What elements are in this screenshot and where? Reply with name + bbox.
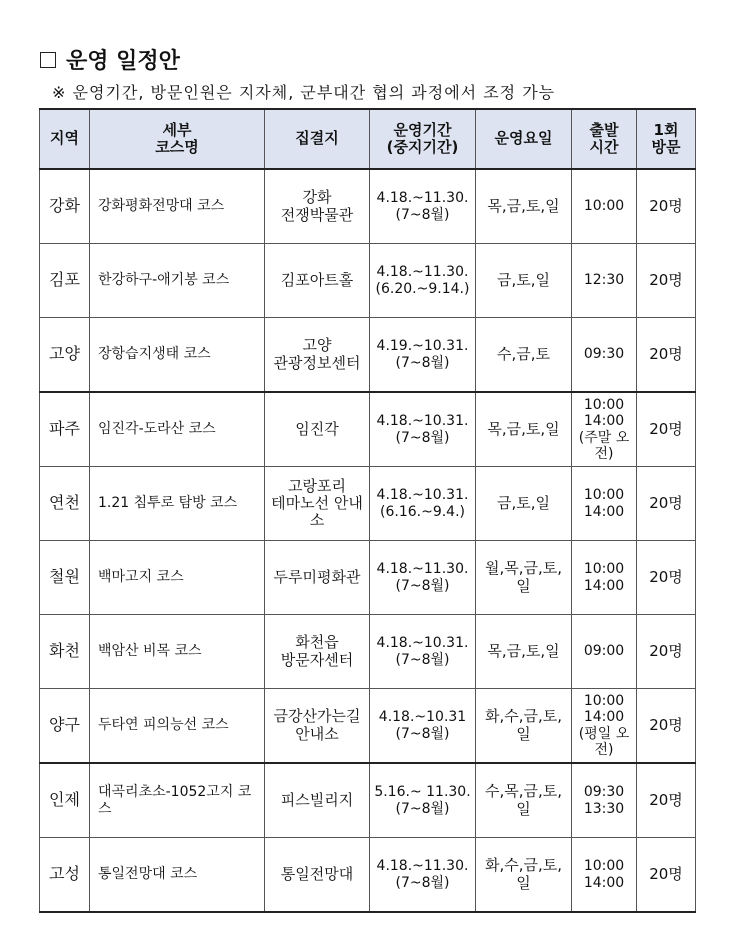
course-cell: 통일전망대 코스 <box>90 838 265 913</box>
table-row <box>40 169 696 244</box>
depart-time-cell: 10:00 14:00 <box>572 838 637 913</box>
table-row <box>40 763 696 838</box>
meeting-cell: 임진각 <box>265 392 370 467</box>
course-cell: 두타연 피의능선 코스 <box>90 689 265 764</box>
table-row <box>40 615 696 689</box>
header-meeting: 집결지 <box>265 109 370 169</box>
header-region: 지역 <box>40 109 90 169</box>
visitors-cell: 20명 <box>637 689 696 764</box>
days-cell: 월,목,금,토,일 <box>476 541 572 615</box>
visitors-cell: 20명 <box>637 169 696 244</box>
depart-time-cell: 10:00 14:00 <box>572 541 637 615</box>
meeting-cell: 금강산가는길 안내소 <box>265 689 370 764</box>
period-cell: 4.18.~10.31. (6.16.~9.4.) <box>370 467 476 541</box>
header-depart: 출발 시간 <box>572 109 637 169</box>
period-cell: 5.16.~ 11.30. (7~8월) <box>370 763 476 838</box>
header-visit: 1회 방문 <box>637 109 696 169</box>
days-cell: 화,수,금,토,일 <box>476 838 572 913</box>
course-cell: 임진각-도라산 코스 <box>90 392 265 467</box>
course-cell: 대곡리초소-1052고지 코스 <box>90 763 265 838</box>
region-cell: 고성 <box>40 838 90 913</box>
table-row <box>40 244 696 318</box>
period-cell: 4.19.~10.31. (7~8월) <box>370 318 476 393</box>
region-cell: 연천 <box>40 467 90 541</box>
period-cell: 4.18.~10.31 (7~8월) <box>370 689 476 764</box>
days-cell: 수,목,금,토,일 <box>476 763 572 838</box>
table-row <box>40 689 696 764</box>
depart-time-cell: 12:30 <box>572 244 637 318</box>
table-row <box>40 318 696 393</box>
period-cell: 4.18.~11.30. (6.20.~9.14.) <box>370 244 476 318</box>
period-cell: 4.18.~11.30. (7~8월) <box>370 541 476 615</box>
table-row <box>40 392 696 467</box>
schedule-table <box>39 108 696 913</box>
title-text: 운영 일정안 <box>66 49 180 74</box>
depart-time-cell: 09:30 <box>572 318 637 393</box>
days-cell: 수,금,토 <box>476 318 572 393</box>
course-cell: 백암산 비목 코스 <box>90 615 265 689</box>
course-cell: 장항습지생태 코스 <box>90 318 265 393</box>
region-cell: 인제 <box>40 763 90 838</box>
region-cell: 파주 <box>40 392 90 467</box>
region-cell: 철원 <box>40 541 90 615</box>
note-text: ※ 운영기간, 방문인원은 지자체, 군부대간 협의 과정에서 조정 가능 <box>52 83 556 102</box>
meeting-cell: 고랑포리 테마노선 안내소 <box>265 467 370 541</box>
days-cell: 금,토,일 <box>476 467 572 541</box>
region-cell: 화천 <box>40 615 90 689</box>
depart-time-cell: 10:00 14:00 (평일 오전) <box>572 689 637 764</box>
course-cell: 강화평화전망대 코스 <box>90 169 265 244</box>
period-cell: 4.18.~11.30. (7~8월) <box>370 169 476 244</box>
meeting-cell: 통일전망대 <box>265 838 370 913</box>
days-cell: 목,금,토,일 <box>476 169 572 244</box>
days-cell: 목,금,토,일 <box>476 615 572 689</box>
table-header-row <box>40 109 696 169</box>
header-course: 세부 코스명 <box>90 109 265 169</box>
visitors-cell: 20명 <box>637 392 696 467</box>
course-cell: 1.21 침투로 탐방 코스 <box>90 467 265 541</box>
visitors-cell: 20명 <box>637 838 696 913</box>
depart-time-cell: 10:00 14:00 <box>572 467 637 541</box>
meeting-cell: 두루미평화관 <box>265 541 370 615</box>
table-row <box>40 838 696 913</box>
visitors-cell: 20명 <box>637 615 696 689</box>
table-row <box>40 467 696 541</box>
course-cell: 한강하구-애기봉 코스 <box>90 244 265 318</box>
visitors-cell: 20명 <box>637 541 696 615</box>
depart-time-cell: 09:30 13:30 <box>572 763 637 838</box>
course-cell: 백마고지 코스 <box>90 541 265 615</box>
meeting-cell: 고양 관광정보센터 <box>265 318 370 393</box>
table-body <box>40 169 696 912</box>
header-days: 운영요일 <box>476 109 572 169</box>
meeting-cell: 김포아트홀 <box>265 244 370 318</box>
depart-time-cell: 09:00 <box>572 615 637 689</box>
meeting-cell: 강화 전쟁박물관 <box>265 169 370 244</box>
region-cell: 양구 <box>40 689 90 764</box>
period-cell: 4.18.~11.30. (7~8월) <box>370 838 476 913</box>
days-cell: 금,토,일 <box>476 244 572 318</box>
region-cell: 고양 <box>40 318 90 393</box>
meeting-cell: 화천읍 방문자센터 <box>265 615 370 689</box>
depart-time-cell: 10:00 14:00 (주말 오전) <box>572 392 637 467</box>
visitors-cell: 20명 <box>637 318 696 393</box>
visitors-cell: 20명 <box>637 244 696 318</box>
visitors-cell: 20명 <box>637 763 696 838</box>
meeting-cell: 피스빌리지 <box>265 763 370 838</box>
period-cell: 4.18.~10.31. (7~8월) <box>370 392 476 467</box>
header-period: 운영기간 (중지기간) <box>370 109 476 169</box>
days-cell: 화,수,금,토,일 <box>476 689 572 764</box>
section-title <box>40 44 180 75</box>
table-row <box>40 541 696 615</box>
depart-time-cell: 10:00 <box>572 169 637 244</box>
visitors-cell: 20명 <box>637 467 696 541</box>
days-cell: 목,금,토,일 <box>476 392 572 467</box>
period-cell: 4.18.~10.31. (7~8월) <box>370 615 476 689</box>
checkbox-square-icon <box>40 52 56 68</box>
region-cell: 김포 <box>40 244 90 318</box>
region-cell: 강화 <box>40 169 90 244</box>
